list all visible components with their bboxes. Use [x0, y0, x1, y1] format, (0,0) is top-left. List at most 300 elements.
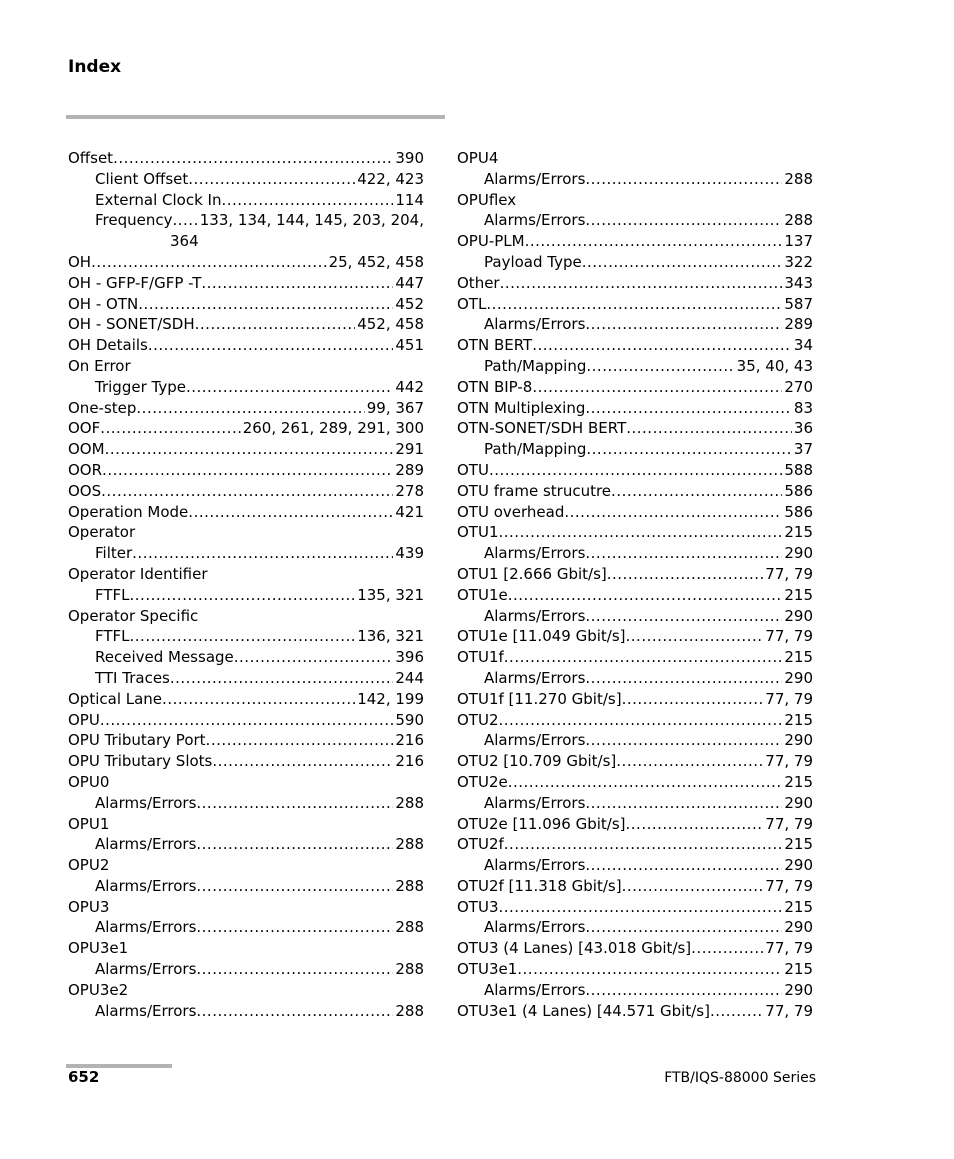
index-term: Trigger Type [95, 377, 186, 396]
dot-leader [585, 855, 782, 876]
index-entry [457, 460, 813, 481]
index-pages: 290 [784, 731, 813, 750]
index-pages: 290 [784, 606, 813, 625]
dot-leader [196, 959, 393, 980]
index-pages: 288 [395, 835, 424, 854]
index-entry [457, 564, 813, 585]
index-entry [68, 834, 424, 855]
index-entry [68, 668, 424, 689]
index-entry [457, 917, 813, 938]
dot-leader [234, 647, 394, 668]
index-pages: 215 [784, 648, 813, 667]
index-term: Path/Mapping [484, 356, 587, 375]
index-entry [68, 897, 424, 918]
index-entry [457, 418, 813, 439]
index-term: OTU3e1 (4 Lanes) [44.571 Gbit/s] [457, 1001, 710, 1020]
index-entry [68, 606, 424, 627]
index-term: One-step [68, 398, 137, 417]
index-pages: 290 [784, 544, 813, 563]
dot-leader [130, 626, 356, 647]
index-term: OOM [68, 440, 105, 459]
dot-leader [607, 564, 764, 585]
index-term: OTU2 [10.709 Gbit/s] [457, 752, 617, 771]
index-entry [457, 585, 813, 606]
dot-leader [91, 252, 326, 273]
index-pages: 343 [784, 273, 813, 292]
dot-leader [585, 398, 792, 419]
index-pages: 137 [784, 232, 813, 251]
index-pages: 290 [784, 856, 813, 875]
index-pages: 452, 458 [357, 315, 424, 334]
index-pages: 289 [784, 315, 813, 334]
index-term: OTU3 (4 Lanes) [43.018 Gbit/s] [457, 939, 692, 958]
index-entry [68, 564, 424, 585]
index-term: OTU2e [457, 772, 508, 791]
dot-leader [188, 169, 355, 190]
dot-leader [201, 273, 393, 294]
index-entry [68, 543, 424, 564]
dot-leader [212, 751, 393, 772]
index-entry [68, 190, 424, 211]
index-pages: 244 [395, 668, 424, 687]
index-entry [457, 647, 813, 668]
index-pages: 590 [395, 710, 424, 729]
dot-leader [100, 418, 240, 439]
index-term: TTI Traces [95, 668, 170, 687]
index-entry [68, 751, 424, 772]
index-term: Alarms/Errors [95, 793, 197, 812]
index-term: OTN BERT [457, 336, 533, 355]
index-term: Alarms/Errors [95, 960, 197, 979]
index-term: OTU1 [457, 523, 499, 542]
dot-leader [525, 231, 783, 252]
index-pages: 442 [395, 377, 424, 396]
index-term: Alarms/Errors [484, 211, 586, 230]
index-pages: 586 [784, 502, 813, 521]
index-pages: 77, 79 [765, 876, 813, 895]
dot-leader [585, 210, 782, 231]
index-entry [457, 502, 813, 523]
index-entry [68, 689, 424, 710]
index-entry [457, 855, 813, 876]
dot-leader [196, 793, 393, 814]
index-entry [457, 190, 813, 211]
index-entry [68, 814, 424, 835]
index-pages: 215 [784, 585, 813, 604]
index-entry [457, 834, 813, 855]
index-term: OTN Multiplexing [457, 398, 586, 417]
index-term: Client Offset [95, 169, 189, 188]
index-entry [68, 502, 424, 523]
dot-leader [148, 335, 394, 356]
index-entry [457, 626, 813, 647]
dot-leader [101, 481, 393, 502]
index-entry [68, 917, 424, 938]
index-term: External Clock In [95, 190, 222, 209]
index-term: OPU3e1 [68, 939, 129, 958]
index-term: OOS [68, 481, 102, 500]
index-term: OTL [457, 294, 487, 313]
index-pages: 586 [784, 481, 813, 500]
index-entry [457, 356, 813, 377]
dot-leader [130, 585, 356, 606]
index-term: Alarms/Errors [484, 544, 586, 563]
index-term: OTU2 [457, 710, 499, 729]
index-term: OPU1 [68, 814, 110, 833]
dot-leader [186, 377, 393, 398]
dot-leader [532, 377, 782, 398]
index-pages: 447 [395, 273, 424, 292]
index-pages: 390 [395, 149, 424, 167]
dot-leader [173, 210, 198, 231]
index-entry [68, 460, 424, 481]
index-entry [457, 730, 813, 751]
index-entry [457, 294, 813, 315]
dot-leader [626, 626, 764, 647]
index-entry [457, 1001, 813, 1022]
dot-leader [499, 710, 783, 731]
index-term: Alarms/Errors [484, 793, 586, 812]
index-term: OH [68, 252, 92, 271]
index-pages: 25, 452, 458 [328, 252, 424, 271]
index-term: Alarms/Errors [484, 169, 586, 188]
index-entry [68, 730, 424, 751]
index-term: Optical Lane [68, 689, 163, 708]
index-pages: 288 [395, 918, 424, 937]
dot-leader [206, 730, 394, 751]
index-entry [68, 980, 424, 1001]
index-entry [457, 210, 813, 231]
dot-leader [626, 418, 792, 439]
index-term: OTU1e [11.049 Gbit/s] [457, 627, 626, 646]
dot-leader [622, 689, 764, 710]
index-entry [68, 252, 424, 273]
index-entry [68, 793, 424, 814]
dot-leader [585, 917, 782, 938]
index-pages: 288 [395, 1001, 424, 1020]
index-term: OH Details [68, 336, 148, 355]
index-term: OTU1e [457, 585, 508, 604]
dot-leader [585, 314, 782, 335]
index-term: Payload Type [484, 252, 582, 271]
index-entry [457, 689, 813, 710]
index-term: Operator Identifier [68, 564, 208, 583]
product-series: FTB/IQS-88000 Series [664, 1070, 816, 1086]
dot-leader [611, 481, 782, 502]
index-term: OTU3 [457, 897, 499, 916]
dot-leader [100, 710, 394, 731]
dot-leader [585, 606, 782, 627]
index-entry [68, 294, 424, 315]
dot-leader [489, 460, 782, 481]
header-divider [66, 115, 445, 119]
dot-leader [500, 273, 783, 294]
index-pages: 290 [784, 980, 813, 999]
index-term: Alarms/Errors [95, 918, 197, 937]
dot-leader [113, 148, 393, 169]
index-pages: 77, 79 [765, 752, 813, 771]
index-pages: 588 [784, 460, 813, 479]
index-term: Alarms/Errors [95, 876, 197, 895]
index-pages: 216 [395, 731, 424, 750]
dot-leader [105, 439, 394, 460]
index-pages: 215 [784, 772, 813, 791]
index-term: OPU3 [68, 897, 110, 916]
index-term: Operation Mode [68, 502, 189, 521]
dot-leader [532, 335, 792, 356]
index-pages: 451 [395, 336, 424, 355]
index-term: OTU2f [11.318 Gbit/s] [457, 876, 622, 895]
index-term: OPU Tributary Port [68, 731, 206, 750]
index-entry [457, 169, 813, 190]
index-term: OPU2 [68, 856, 110, 875]
index-entry [68, 1001, 424, 1022]
dot-leader [196, 876, 393, 897]
index-term: OTU2e [11.096 Gbit/s] [457, 814, 626, 833]
index-entry [68, 876, 424, 897]
index-entry [457, 148, 813, 169]
index-entry [68, 439, 424, 460]
index-pages: 77, 79 [765, 939, 813, 958]
dot-leader [582, 252, 783, 273]
index-term: Alarms/Errors [484, 918, 586, 937]
dot-leader [517, 959, 782, 980]
index-term: Alarms/Errors [484, 731, 586, 750]
index-term: OOR [68, 460, 103, 479]
page-title: Index [68, 57, 122, 77]
index-pages: 215 [784, 523, 813, 542]
index-pages: 99, 367 [366, 398, 424, 417]
dot-leader [585, 730, 782, 751]
index-pages: 291 [395, 440, 424, 459]
index-entry [68, 522, 424, 543]
index-pages: 35, 40, 43 [736, 356, 813, 375]
index-entry [68, 855, 424, 876]
index-term: On Error [68, 356, 131, 375]
index-entry [68, 273, 424, 294]
index-pages: 270 [784, 377, 813, 396]
dot-leader [162, 689, 355, 710]
index-entry [68, 585, 424, 606]
index-pages: 452 [395, 294, 424, 313]
index-column-left [68, 148, 424, 1021]
index-pages: 322 [784, 252, 813, 271]
index-pages: 422, 423 [357, 169, 424, 188]
dot-leader [585, 543, 782, 564]
index-pages: 278 [395, 481, 424, 500]
index-pages: 290 [784, 918, 813, 937]
index-term: Operator [68, 523, 136, 542]
index-pages: 215 [784, 835, 813, 854]
index-term: Filter [95, 544, 133, 563]
index-pages: 288 [395, 960, 424, 979]
index-entry [68, 772, 424, 793]
index-entry [457, 959, 813, 980]
dot-leader [138, 294, 393, 315]
index-term: OPUflex [457, 190, 517, 209]
index-entry [68, 626, 424, 647]
index-entry [457, 876, 813, 897]
index-entry [457, 751, 813, 772]
index-term: OPU3e2 [68, 980, 129, 999]
dot-leader [691, 938, 763, 959]
dot-leader [585, 668, 782, 689]
dot-leader [585, 169, 782, 190]
index-pages: 288 [395, 793, 424, 812]
index-pages: 439 [395, 544, 424, 563]
index-term: OTU frame strucutre [457, 481, 612, 500]
dot-leader [196, 834, 393, 855]
dot-leader [508, 585, 783, 606]
index-pages: 290 [784, 793, 813, 812]
index-entry [68, 210, 424, 231]
index-entry [457, 522, 813, 543]
index-entry [68, 377, 424, 398]
dot-leader [221, 190, 393, 211]
index-pages: 135, 321 [357, 585, 424, 604]
index-pages: 83 [793, 398, 813, 417]
index-pages: 34 [793, 336, 813, 355]
index-term: OPU-PLM [457, 232, 525, 251]
dot-leader [622, 876, 764, 897]
index-term: Alarms/Errors [484, 856, 586, 875]
index-pages: 77, 79 [765, 814, 813, 833]
index-column-right [457, 148, 813, 1021]
index-pages: 587 [784, 294, 813, 313]
page-number: 652 [68, 1068, 100, 1086]
dot-leader [504, 834, 783, 855]
index-pages: 289 [395, 460, 424, 479]
index-entry [68, 959, 424, 980]
index-entry [68, 938, 424, 959]
index-term: Alarms/Errors [95, 1001, 197, 1020]
dot-leader [195, 314, 356, 335]
dot-leader [102, 460, 393, 481]
index-term: OTU1f [457, 648, 504, 667]
dot-leader [585, 980, 782, 1001]
index-pages: 288 [784, 169, 813, 188]
index-term: OTN BIP-8 [457, 377, 533, 396]
index-term: OTU1 [2.666 Gbit/s] [457, 564, 607, 583]
index-entry [68, 148, 424, 169]
index-entry [68, 481, 424, 502]
index-term: Path/Mapping [484, 440, 587, 459]
index-pages: 288 [395, 876, 424, 895]
index-entry [68, 335, 424, 356]
dot-leader [170, 668, 393, 689]
index-pages: 114 [395, 190, 424, 209]
index-pages: 288 [784, 211, 813, 230]
index-term: Other [457, 273, 500, 292]
index-entry [457, 273, 813, 294]
index-entry [457, 314, 813, 335]
index-entry [457, 793, 813, 814]
dot-leader [585, 793, 782, 814]
dot-leader [626, 814, 764, 835]
index-term: Alarms/Errors [484, 668, 586, 687]
dot-leader [508, 772, 783, 793]
index-pages: 77, 79 [765, 689, 813, 708]
index-pages: 216 [395, 752, 424, 771]
dot-leader [616, 751, 763, 772]
index-pages: 215 [784, 710, 813, 729]
index-entry [68, 231, 424, 252]
index-term: Alarms/Errors [484, 606, 586, 625]
dot-leader [196, 1001, 393, 1022]
index-term: OH - SONET/SDH [68, 315, 195, 334]
dot-leader [486, 294, 782, 315]
dot-leader [586, 356, 734, 377]
index-term: OTU1f [11.270 Gbit/s] [457, 689, 622, 708]
index-entry [457, 335, 813, 356]
index-entry [68, 169, 424, 190]
index-pages: 260, 261, 289, 291, 300 [242, 419, 424, 438]
dot-leader [196, 917, 393, 938]
dot-leader [504, 647, 783, 668]
index-pages: 290 [784, 668, 813, 687]
index-entry [457, 377, 813, 398]
index-term: FTFL [95, 627, 130, 646]
index-entry [457, 897, 813, 918]
index-pages: 142, 199 [357, 689, 424, 708]
index-entry [68, 398, 424, 419]
dot-leader [136, 398, 364, 419]
dot-leader [499, 522, 783, 543]
index-entry [68, 710, 424, 731]
index-pages: 421 [395, 502, 424, 521]
dot-leader [132, 543, 393, 564]
index-term: OTN-SONET/SDH BERT [457, 419, 627, 438]
index-term: OPU0 [68, 772, 110, 791]
index-entry [457, 668, 813, 689]
index-entry [457, 606, 813, 627]
index-pages: 396 [395, 648, 424, 667]
index-entry [457, 481, 813, 502]
index-term: Offset [68, 149, 114, 167]
dot-leader [499, 897, 783, 918]
index-term: OPU [68, 710, 100, 729]
index-pages: 77, 79 [765, 1001, 813, 1020]
index-entry [457, 814, 813, 835]
index-term: FTFL [95, 585, 130, 604]
index-term: OPU Tributary Slots [68, 752, 213, 771]
index-term: Alarms/Errors [484, 980, 586, 999]
index-entry [457, 231, 813, 252]
index-pages: 215 [784, 897, 813, 916]
index-term: OH - OTN [68, 294, 139, 313]
index-entry [457, 938, 813, 959]
index-entry [457, 252, 813, 273]
index-term: Operator Specific [68, 606, 199, 625]
index-pages: 364 [170, 232, 199, 251]
dot-leader [188, 502, 393, 523]
index-term: Frequency [95, 211, 173, 230]
index-term: OTU3e1 [457, 960, 518, 979]
index-term: OOF [68, 419, 101, 438]
index-term: OTU2f [457, 835, 504, 854]
index-entry [457, 398, 813, 419]
index-pages: 215 [784, 960, 813, 979]
index-entry [457, 439, 813, 460]
index-entry [457, 980, 813, 1001]
index-pages: 77, 79 [765, 627, 813, 646]
index-entry [68, 356, 424, 377]
index-entry [68, 314, 424, 335]
index-term: OH - GFP-F/GFP -T [68, 273, 202, 292]
index-pages: 136, 321 [357, 627, 424, 646]
index-entry [457, 543, 813, 564]
index-pages: 133, 134, 144, 145, 203, 204, [199, 211, 424, 230]
